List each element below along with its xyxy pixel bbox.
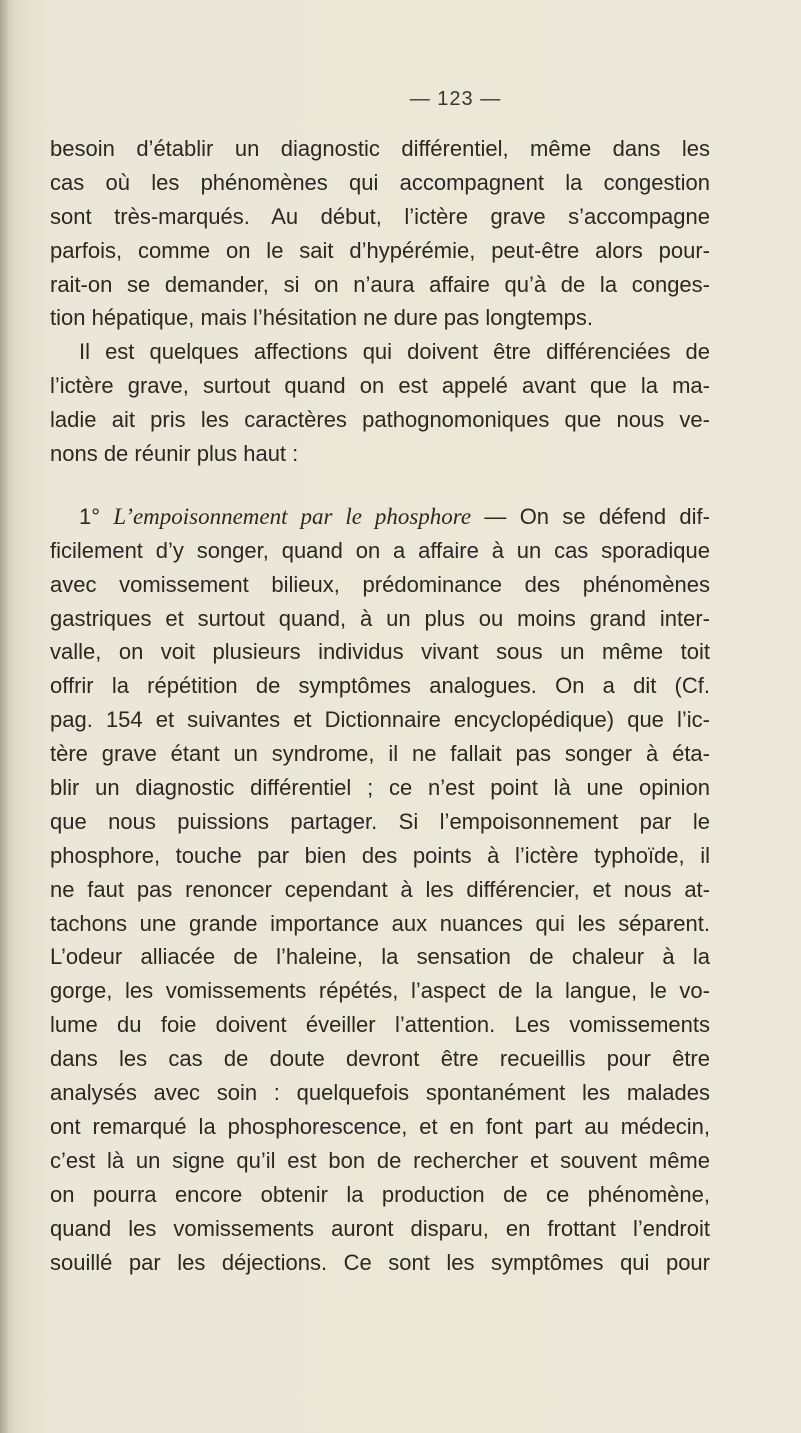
text-line: souillé par les déjections. Ce sont les symptômes qui pour [50,1249,710,1275]
text-line: blir un diagnostic différentiel ; ce n’est point là une opinion [50,775,710,801]
text-line: ne faut pas renoncer cependant à les différencier, et nous at- [50,876,710,902]
text-line: dans les cas de doute devront être recueillis pour être [50,1046,710,1072]
text-line: sont très-marqués. Au début, l’ictère grave s’accompagne [50,203,710,229]
text-line: avec vomissement bilieux, prédominance des phénomènes [50,571,710,597]
section-number: 1° [79,503,101,529]
text-line: tion hépatique, mais l’hésitation ne dure pas longtemps. [50,305,594,331]
text-line: L’odeur alliacée de l’haleine, la sensation de chaleur à la [50,944,710,970]
text-line: on pourra encore obtenir la production de ce phénomène, [50,1181,710,1207]
paragraph-1 [50,132,710,335]
text-line: nons de réunir plus haut : [50,441,299,467]
section-heading-line [50,500,710,534]
body-text [50,132,710,1279]
text-line: phosphore, touche par bien des points à l’ictère typhoïde, il [50,842,710,868]
section-heading-rest: — On se défend dif- [484,503,710,529]
binding-shadow [0,0,8,1433]
paragraph-3 [50,500,710,1279]
text-line: parfois, comme on le sait d’hypérémie, peut-être alors pour- [50,237,710,263]
page-number: — 123 — [409,88,502,110]
text-line: rait-on se demander, si on n’aura affaire qu’à de la conges- [50,271,710,297]
text-line: analysés avec soin : quelquefois spontanément les malades [50,1080,710,1106]
text-line: gastriques et surtout quand, à un plus ou moins grand inter- [50,605,710,631]
text-line: offrir la répétition de symptômes analogues. On a dit (Cf. [50,673,710,699]
text-line: cas où les phénomènes qui accompagnent la congestion [50,169,710,195]
text-line: lume du foie doivent éveiller l’attention. Les vomissements [50,1012,710,1038]
text-line: ficilement d’y songer, quand on a affaire à un cas sporadique [50,537,710,563]
text-line: ont remarqué la phosphorescence, et en font part au médecin, [50,1113,710,1139]
text-line: tachons une grande importance aux nuances qui les séparent. [50,910,710,936]
paragraph-2 [50,335,710,471]
text-line: valle, on voit plusieurs individus vivant sous un même toit [50,639,710,665]
text-line: pag. 154 et suivantes et Dictionnaire encyclopédique) que l’ic- [50,707,710,733]
text-line: l’ictère grave, surtout quand on est appelé avant que la ma- [50,373,710,399]
text-line: quand les vomissements auront disparu, en frottant l’endroit [50,1215,710,1241]
text-line: que nous puissions partager. Si l’empoisonnement par le [50,808,710,834]
text-line: c’est là un signe qu’il est bon de rechercher et souvent même [50,1147,710,1173]
text-line: ladie ait pris les caractères pathognomoniques que nous ve- [50,407,710,433]
section-title: L’empoisonnement par le phosphore [113,503,472,529]
text-line: Il est quelques affections qui doivent être différenciées de [79,339,710,365]
text-line: tère grave étant un syndrome, il ne fallait pas songer à éta- [50,741,710,767]
text-line: besoin d’établir un diagnostic différentiel, même dans les [50,136,710,161]
text-line: gorge, les vomissements répétés, l’aspect de la langue, le vo- [50,978,710,1004]
